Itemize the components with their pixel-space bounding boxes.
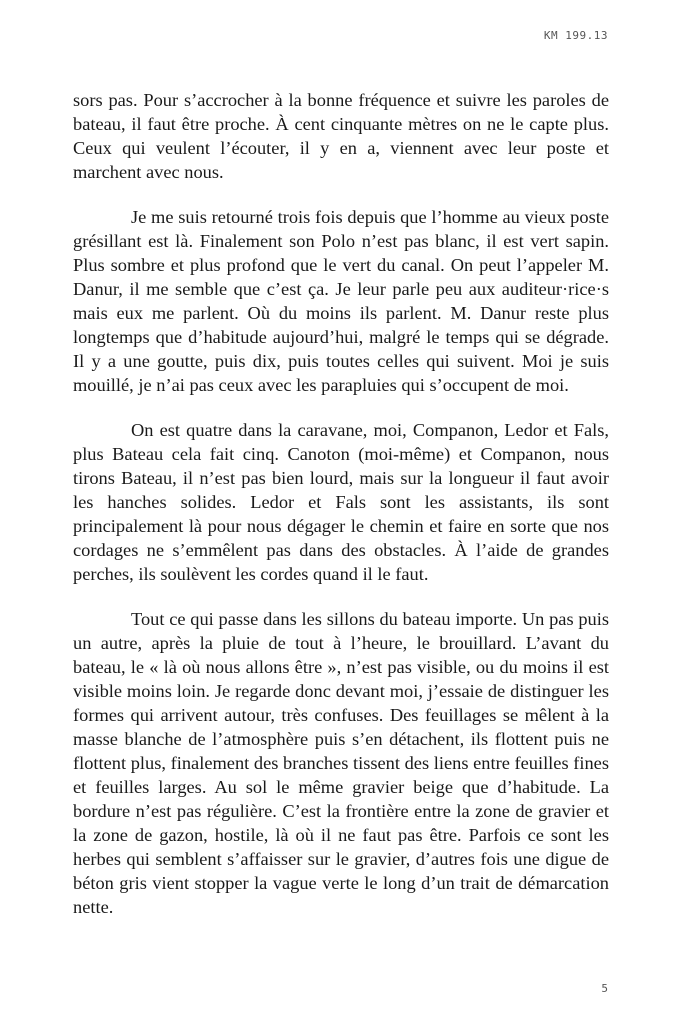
paragraph-4: Tout ce qui passe dans les sillons du bateau importe. Un pas puis un autre, après la pluie de tout à l’heure, le brouillard. L’avant du bateau, le « là où nous allons être », n’est pas visible, ou du moins il est visible moins loin. Je regarde donc devant moi, j’essaie de distinguer les formes qui arrivent autour, très confuses. Des feuillages se mêlent à la masse blanche de l’atmosphère puis s’en détachent, ils flottent puis ne flottent plus, finalement des branches tissent des liens entre feuilles fines et feuilles larges. Au sol le même gravier beige que d’habitude. La bordure n’est pas régulière. C’est la frontière entre la zone de gravier et la zone de gazon, hostile, là où il ne faut pas être. Parfois ce sont les herbes qui semblent s’affaisser sur le gravier, d’autres fois une digue de béton gris vient stopper la vague verte le long d’un trait de démarcation nette. <box>73 609 609 917</box>
page-number: 5 <box>601 982 608 995</box>
paragraph-3: On est quatre dans la caravane, moi, Companon, Ledor et Fals, plus Bateau cela fait cinq. Canoton (moi-même) et Companon, nous tirons Bateau, il n’est pas bien lourd, mais sur la longueur il faut avoir les hanches solides. Ledor et Fals sont les assistants, ils sont principalement là pour nous dégager le chemin et faire en sorte que nos cordages ne s’emmêlent pas dans des obstacles. À l’aide de grandes perches, ils soulèvent les cordes quand il le faut. <box>73 420 609 584</box>
paragraph-1: sors pas. Pour s’accrocher à la bonne fréquence et suivre les paroles de bateau, il faut être proche. À cent cinquante mètres on ne le capte plus. Ceux qui veulent l’écouter, il y en a, viennent avec leur poste et marchent avec nous. <box>73 90 609 182</box>
page-header-code: KM 199.13 <box>543 29 608 42</box>
body-text <box>73 88 609 940</box>
paragraph-2: Je me suis retourné trois fois depuis que l’homme au vieux poste grésillant est là. Finalement son Polo n’est pas blanc, il est vert sapin. Plus sombre et plus profond que le vert du canal. On peut l’appeler M. Danur, il me semble que c’est ça. Je leur parle peu aux auditeur·rice·s mais eux me parlent. Où du moins ils parlent. M. Danur reste plus longtemps que d’habitude aujourd’hui, malgré le temps qui se dégrade. Il y a une goutte, puis dix, puis toutes celles qui suivent. Moi je suis mouillé, je n’ai pas ceux avec les parapluies qui s’occupent de moi. <box>73 207 609 395</box>
